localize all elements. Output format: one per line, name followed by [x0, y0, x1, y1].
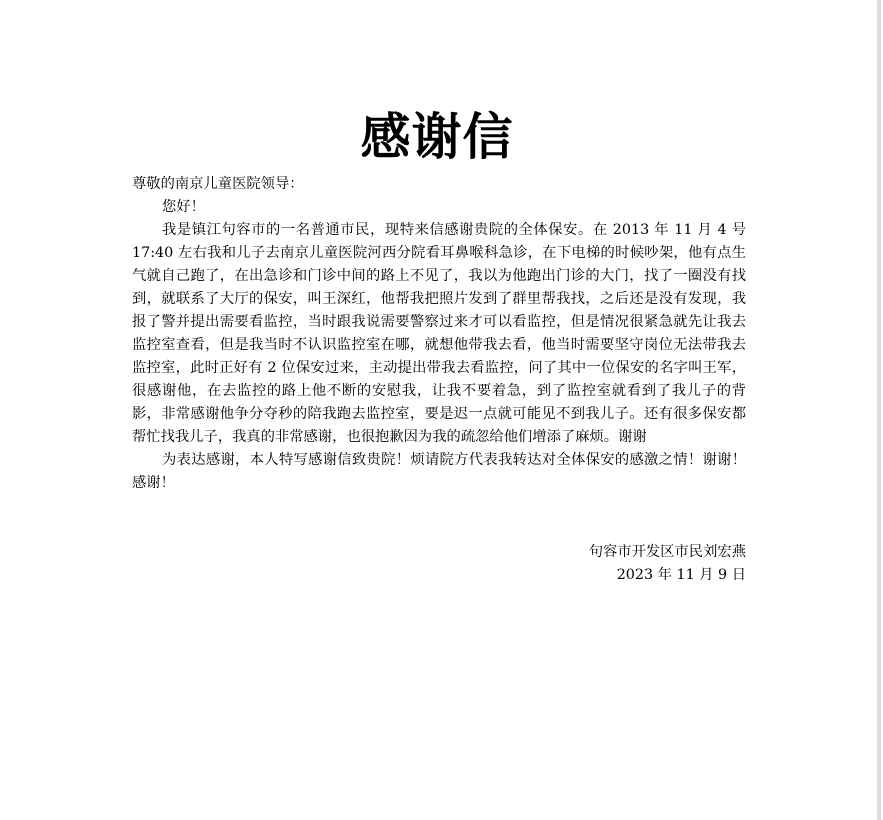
greeting: 您好！: [162, 199, 205, 215]
letter-body: [132, 173, 746, 495]
body-paragraph-2: 为表达感谢，本人特写感谢信致贵院！烦请院方代表我转达对全体保安的感激之情！谢谢！感谢！: [132, 452, 746, 491]
signature-date: 2023 年 11 月 9 日: [616, 567, 746, 583]
body-paragraph-1: 我是镇江句容市的一名普通市民，现特来信感谢贵院的全体保安。在 2013 年 11 月 4 号 17:40 左右我和儿子去南京儿童医院河西分院看耳鼻喉科急诊，在下电梯的时候吵架，他有点生气就自己跑了，在出急诊和门诊中间的路上不见了，我以为他跑出门诊的大门，找了一圈没有找到，就联系了大厅的保安，叫王深红，他帮我把照片发到了群里帮我找，之后还是没有发现，我报了警并提出需要看监控，当时跟我说需要警察过来才可以看监控，但是情况很紧急就先让我去监控室查看，但是我当时不认识监控室在哪，就想他带我去看，他当时需要坚守岗位无法带我去监控室，此时正好有 2 位保安过来，主动提出带我去看监控，问了其中一位保安的名字叫王军，很感谢他，在去监控的路上他不断的安慰我，让我不要着急，到了监控室就看到了我儿子的背影，非常感谢他争分夺秒的陪我跑去监控室，要是迟一点就可能见不到我儿子。还有很多保安都帮忙找我儿子，我真的非常感谢，也很抱歉因为我的疏忽给他们增添了麻烦。谢谢: [132, 222, 746, 445]
signature-name: 句容市开发区市民刘宏燕: [588, 544, 746, 560]
page-edge-scrollbar: [877, 0, 881, 820]
signature-block: [132, 541, 746, 587]
letter-title: 感谢信: [360, 108, 514, 166]
salutation: 尊敬的南京儿童医院领导：: [132, 176, 304, 192]
